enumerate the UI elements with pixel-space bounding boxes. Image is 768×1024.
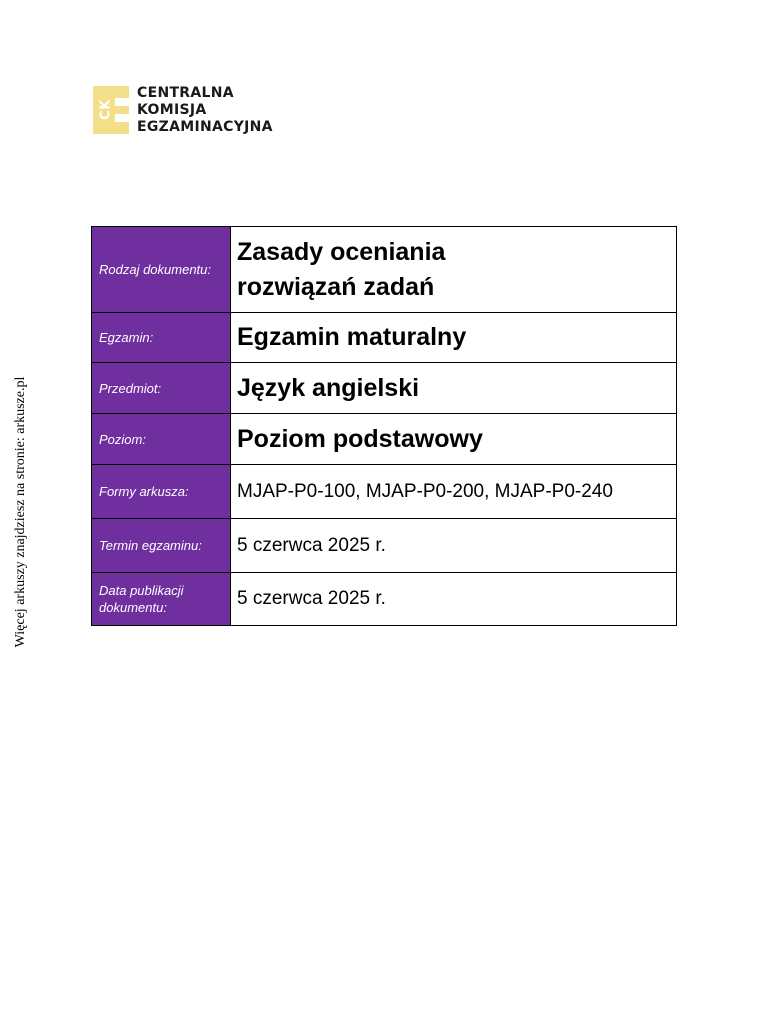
value-subject: Język angielski <box>231 363 677 414</box>
value-exam: Egzamin maturalny <box>231 313 677 363</box>
cke-logo <box>93 86 273 134</box>
value-level: Poziom podstawowy <box>231 414 677 465</box>
logo-mark-notch-top <box>115 98 129 106</box>
label-exam-date: Termin egzaminu: <box>92 519 231 573</box>
label-level: Poziom: <box>92 414 231 465</box>
row-document-type <box>92 227 677 313</box>
label-publication-date-line-1: Data publikacji <box>99 583 184 598</box>
document-info-table <box>91 226 677 626</box>
label-publication-date <box>92 573 231 626</box>
value-publication-date: 5 czerwca 2025 r. <box>231 573 677 626</box>
logo-mark-notch-bottom <box>115 114 129 122</box>
row-sheet-forms <box>92 465 677 519</box>
row-exam <box>92 313 677 363</box>
value-sheet-forms: MJAP-P0-100, MJAP-P0-200, MJAP-P0-240 <box>231 465 677 519</box>
label-document-type: Rodzaj dokumentu: <box>92 227 231 313</box>
value-document-type-line-1: Zasady oceniania <box>237 237 446 266</box>
row-subject <box>92 363 677 414</box>
value-document-type-line-2: rozwiązań zadań <box>237 272 435 301</box>
value-exam-date: 5 czerwca 2025 r. <box>231 519 677 573</box>
row-exam-date <box>92 519 677 573</box>
logo-wordmark <box>137 85 273 136</box>
logo-line-1: CENTRALNA <box>137 84 234 101</box>
label-subject: Przedmiot: <box>92 363 231 414</box>
row-level <box>92 414 677 465</box>
logo-line-2: KOMISJA <box>137 101 207 118</box>
label-publication-date-line-2: dokumentu: <box>99 600 167 615</box>
logo-line-3: EGZAMINACYJNA <box>137 118 273 135</box>
logo-mark-text: CK <box>98 99 114 120</box>
value-document-type <box>231 227 677 313</box>
side-note-text: Więcej arkuszy znajdziesz na stronie: arkusze.pl <box>13 376 28 648</box>
label-sheet-forms: Formy arkusza: <box>92 465 231 519</box>
label-exam: Egzamin: <box>92 313 231 363</box>
side-note <box>12 370 30 654</box>
row-publication-date <box>92 573 677 626</box>
cke-logo-mark <box>93 86 129 134</box>
